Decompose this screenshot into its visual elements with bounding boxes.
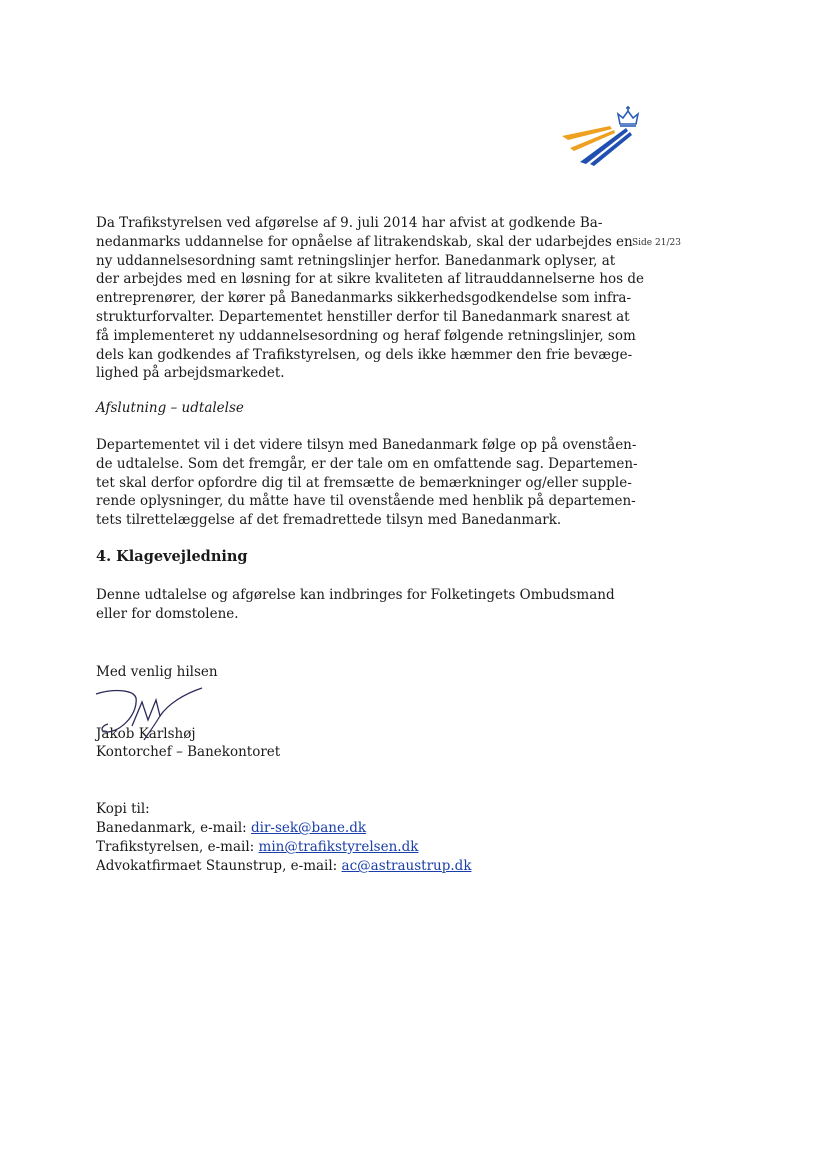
intro-line: ny uddannelsesordning samt retningslinjer herfor. Banedanmark oplyser, at	[96, 252, 616, 269]
copy-recipient	[96, 857, 472, 876]
section-heading: 4. Klagevejledning	[96, 548, 248, 565]
recipient-prefix: Banedanmark, e-mail:	[96, 820, 251, 836]
conclusion-line: tets tilrettelæggelse af det fremadrettede tilsyn med Banedanmark.	[96, 512, 562, 529]
conclusion-line: rende oplysninger, du måtte have til ovenstående med henblik på departemen-	[96, 493, 636, 510]
complaint-paragraph	[96, 586, 615, 624]
closing-greeting: Med venlig hilsen	[96, 664, 218, 680]
intro-line: strukturforvalter. Departementet henstiller derfor til Banedanmark snarest at	[96, 308, 630, 325]
email-link[interactable]: ac@astraustrup.dk	[341, 858, 472, 874]
conclusion-paragraph	[96, 436, 638, 530]
complaint-line: eller for domstolene.	[96, 605, 239, 622]
logo-blue-stripe-lower	[590, 132, 632, 166]
copy-label: Kopi til:	[96, 801, 150, 817]
conclusion-line: tet skal derfor opfordre dig til at fremsætte de bemærkninger og/eller supple-	[96, 474, 632, 491]
ministry-logo	[560, 104, 644, 170]
conclusion-line: de udtalelse. Som det fremgår, er der tale om en omfattende sag. Departemen-	[96, 455, 638, 472]
signer-title: Kontorchef – Banekontoret	[96, 743, 281, 760]
handwritten-signature	[94, 682, 210, 742]
copy-recipient	[96, 819, 472, 838]
page-number: Side 21/23	[632, 238, 681, 248]
conclusion-line: Departementet vil i det videre tilsyn med Banedanmark følge op på ovenståen-	[96, 437, 637, 453]
copy-recipient	[96, 838, 472, 857]
intro-line: der arbejdes med en løsning for at sikre kvaliteten af litrauddannelserne hos de	[96, 271, 644, 288]
logo-orange-stripe	[562, 126, 612, 140]
signer-name: Jakob Karlshøj	[96, 726, 196, 742]
crown-icon	[618, 106, 638, 126]
intro-paragraph	[96, 214, 644, 383]
email-link[interactable]: dir-sek@bane.dk	[250, 820, 367, 836]
complaint-line: Denne udtalelse og afgørelse kan indbringes for Folketingets Ombudsmand	[96, 587, 615, 603]
intro-line: lighed på arbejdsmarkedet.	[96, 365, 285, 382]
intro-line: Da Trafikstyrelsen ved afgørelse af 9. juli 2014 har afvist at godkende Ba-	[96, 215, 603, 231]
subheading: Afslutning – udtalelse	[96, 400, 244, 416]
intro-line: nedanmarks uddannelse for opnåelse af litrakendskab, skal der udarbejdes en	[96, 233, 633, 250]
intro-line: entreprenører, der kører på Banedanmarks sikkerhedsgodkendelse som infra-	[96, 290, 632, 307]
intro-line: få implementeret ny uddannelsesordning og heraf følgende retningslinjer, som	[96, 327, 636, 344]
recipient-prefix: Trafikstyrelsen, e-mail:	[96, 839, 259, 855]
recipient-prefix: Advokatfirmaet Staunstrup, e-mail:	[96, 858, 342, 874]
intro-line: dels kan godkendes af Trafikstyrelsen, og dels ikke hæmmer den frie bevæge-	[96, 346, 633, 363]
copy-block	[96, 800, 472, 876]
email-link[interactable]: min@trafikstyrelsen.dk	[258, 839, 419, 855]
